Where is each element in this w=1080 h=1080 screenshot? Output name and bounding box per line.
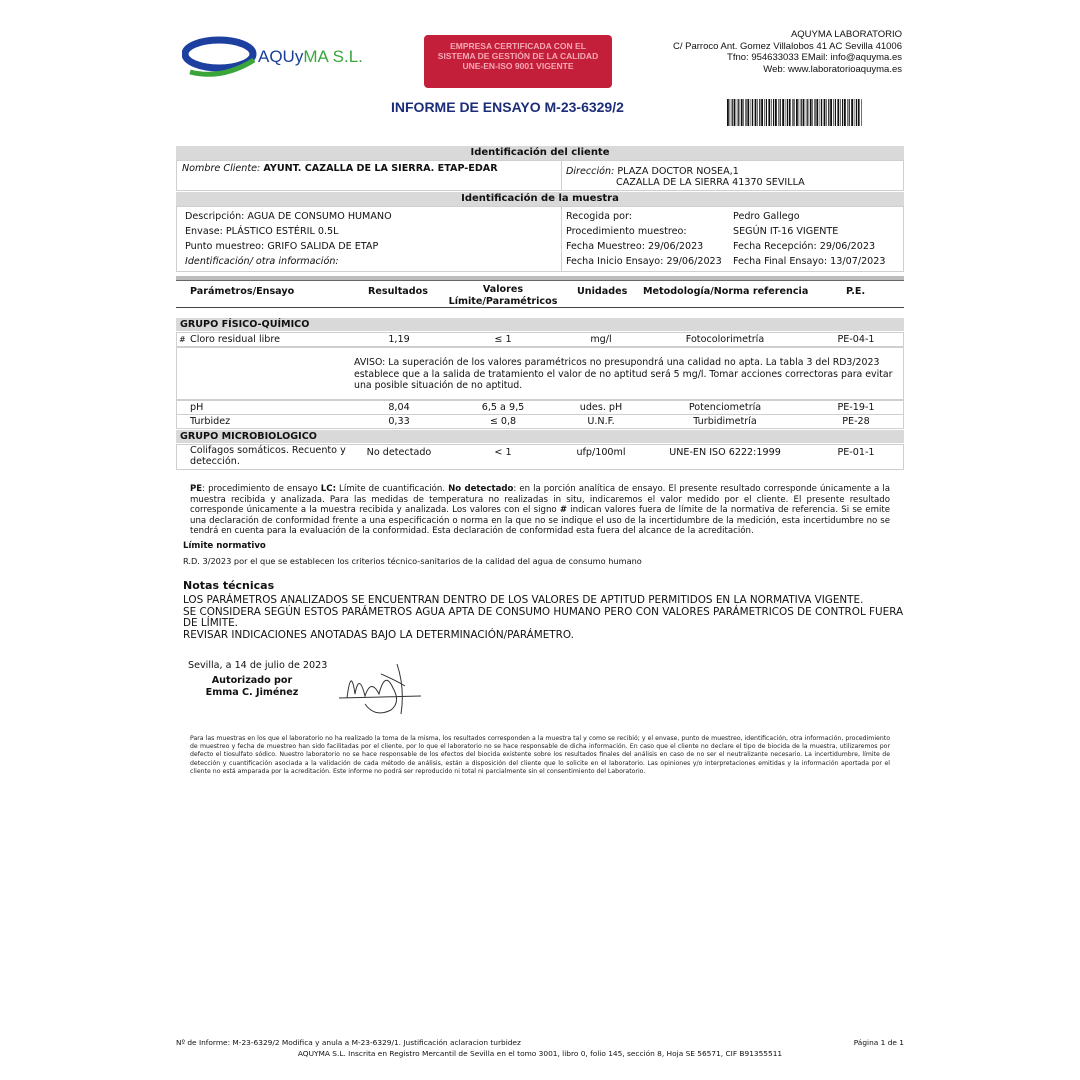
method-ph: Potenciometría [688,402,762,413]
limit-title: Límite normativo [183,541,266,551]
unit-turbidity: U.N.F. [587,416,615,427]
sample-other-info: Identificación/ otra información: [185,256,339,267]
col-header-result: Resultados [368,286,428,297]
lab-address: C/ Parroco Ant. Gomez Villalobos 41 AC Sevilla 41006 [672,40,902,52]
sample-description: Descripción: AGUA DE CONSUMO HUMANO [185,211,392,222]
limit-ph: 6,5 a 9,5 [481,402,525,413]
lab-contact: Tfno: 954633033 EMail: info@aquyma.es [727,52,902,63]
header-rule [176,307,904,308]
client-section-title: Identificación del cliente [176,146,904,160]
out-of-limit-mark: # [179,335,186,344]
sample-point: Punto muestreo: GRIFO SALIDA DE ETAP [185,241,379,252]
company-name: AQUyMA S.L. [258,47,363,66]
barcode [727,99,863,126]
param-chlorine: Cloro residual libre [190,334,281,345]
iso-certificate-stamp: EMPRESA CERTIFICADA CON EL SISTEMA DE GESTIÓN DE LA CALIDAD UNE-EN-ISO 9001 VIGENTE [424,35,612,88]
client-address-line2: CAZALLA DE LA SIERRA 41370 SEVILLA [616,177,805,188]
param-coliphages: Colifagos somáticos. Recuento y detección. [190,445,346,467]
report-title: INFORME DE ENSAYO M-23-6329/2 [391,99,624,115]
unit-coliphages: ufp/100ml [576,447,626,458]
table-top-rule [176,276,904,281]
handwritten-signature [335,658,425,720]
col-header-param: Parámetros/Ensayo [190,286,295,297]
tech-notes-title: Notas técnicas [183,579,275,592]
lab-web: Web: www.laboratorioaquyma.es [763,63,902,75]
footer-report-note: Nº de Informe: M-23-6329/2 Modifica y anula a M-23-6329/1. Justificación aclaracion turbidez [176,1038,521,1047]
limit-coliphages: < 1 [494,447,512,458]
col-header-unit: Unidades [577,286,628,297]
limit-chlorine: ≤ 1 [494,334,512,345]
sampling-procedure-label: Procedimiento muestreo: [566,226,687,237]
param-turbidity: Turbidez [190,416,231,427]
method-chlorine: Fotocolorimetría [685,334,765,345]
limit-text: R.D. 3/2023 por el que se establecen los criterios técnico-sanitarios de la calidad del agua de consumo humano [183,556,642,566]
legend-notes: PE: procedimiento de ensayo LC: Límite de cuantificación. No detectado: en la porción analítica de ensayo. El presente resultado corresponde únicamente a la muestra recibida y analizada. Para las medidas de temperatura no realizadas in situ, indicaremos el valor medido por el cliente. El presente resultado corresponde únicamente a la muestra recibida y analizada. Los valores con el signo # indican valores fuera de límite de la normativa de referencia. Si se emite una declaración de conformidad frente a una especificación o norma en la que no se indique el uso de la incertidumbre de la medición, esta incertidumbre no se tendrá en cuenta para la evaluación de la conformidad. Esta declaración de conformidad esta fuera del alcance de la acreditación. [190,484,891,537]
client-name: Nombre Cliente: AYUNT. CAZALLA DE LA SIERRA. ETAP-EDAR [182,163,498,174]
sample-section-title: Identificación de la muestra [176,192,904,206]
pe-coliphages: PE-01-1 [837,447,875,458]
result-turbidity: 0,33 [388,416,410,427]
collected-by-value: Pedro Gallego [733,211,800,222]
col-header-method: Metodología/Norma referencia [643,286,809,297]
limit-turbidity: ≤ 0,8 [489,416,517,427]
lab-name: AQUYMA LABORATORIO [790,29,902,40]
tech-notes: LOS PARÁMETROS ANALIZADOS SE ENCUENTRAN DENTRO DE LOS VALORES DE APTITUD PERMITIDOS EN LA NORMATIVA VIGENTE. SE CONSIDERA SEGÚN ESTOS PARÁMETROS AGUA APTA DE CONSUMO HUMANO PERO CON VALORES PARÁMETRICOS DE CONTROL FUERA DE LÍMITE. REVISAR INDICACIONES ANOTADAS BAJO LA DETERMINACIÓN/PARÁMETRO. [183,594,904,641]
result-coliphages: No detectado [366,447,432,458]
test-end-date: Fecha Final Ensayo: 13/07/2023 [733,256,886,267]
pe-turbidity: PE-28 [842,416,870,427]
method-turbidity: Turbidimetría [693,416,757,427]
authorized-by: Autorizado por Emma C. Jiménez [205,675,299,698]
sampling-procedure-value: SEGÚN IT-16 VIGENTE [733,226,839,237]
pe-chlorine: PE-04-1 [837,334,875,345]
warning-text: AVISO: La superación de los valores paramétricos no presupondrá una calidad no apta. La tabla 3 del RD3/2023 establece que a la salida de tratamiento el valor de no aptitud será 5 mg/l. Tomar acciones correctoras para evitar una posible situación de no aptitud. [354,357,893,391]
group-microbiological: GRUPO MICROBIOLOGICO [176,430,904,443]
place-date: Sevilla, a 14 de julio de 2023 [188,660,328,671]
unit-ph: udes. pH [579,402,623,413]
footer-registry: AQUYMA S.L. Inscrita en Registro Mercantil de Sevilla en el tomo 3001, libro 0, folio 145, sección 8, Hoja SE 56571, CIF B91355511 [297,1049,783,1058]
test-start-date: Fecha Inicio Ensayo: 29/06/2023 [566,256,722,267]
disclaimer: Para las muestras en los que el laboratorio no ha realizado la toma de la misma, los resultados corresponden a la muestra tal y como se recibió; y el envase, punto de muestreo, identificación, otra información, procedimiento de muestreo y fecha de muestreo han sido facilitadas por el cliente, por lo que el laboratorio no se hace responsable de dicha información. En caso que el cliente no declare el tipo de biocida de la muestra, utilizaremos por defecto el tiosulfato sódico. Nuestro laboratorio no se hace responsable de los efectos del biocida existente sobre los resultados finales del análisis en caso de no ser el neutralizante necesario. La incertidumbre, límite de detección y cuantificación asociada a la validación de cada método de análisis, están a disposición del cliente que lo solicite en el laboratorio. Las opiniones y/o interpretaciones emitidas y la información aportada por el cliente no está amparada por la acreditación. Este informe no podrá ser reproducido ni total ni parcialmente sin el consentimiento del Laboratorio. [190,735,890,775]
sample-divider [561,206,562,272]
pe-ph: PE-19-1 [837,402,875,413]
footer-page: Página 1 de 1 [853,1038,904,1047]
col-header-pe: P.E. [846,286,866,297]
client-address: Dirección: PLAZA DOCTOR NOSEA,1 [566,166,739,177]
method-coliphages: UNE-EN ISO 6222:1999 [669,447,781,458]
result-ph: 8,04 [388,402,410,413]
collected-by-label: Recogida por: [566,211,633,222]
unit-chlorine: mg/l [590,334,612,345]
param-ph: pH [190,402,204,413]
result-chlorine: 1,19 [388,334,410,345]
sampling-date: Fecha Muestreo: 29/06/2023 [566,241,704,252]
group-physicochemical: GRUPO FÍSICO-QUÍMICO [176,318,904,331]
lab-contact-block [673,29,902,75]
sample-container: Envase: PLÁSTICO ESTÉRIL 0.5L [185,226,339,237]
reception-date: Fecha Recepción: 29/06/2023 [733,241,876,252]
col-header-limit: Valores Límite/Paramétricos [448,284,558,307]
